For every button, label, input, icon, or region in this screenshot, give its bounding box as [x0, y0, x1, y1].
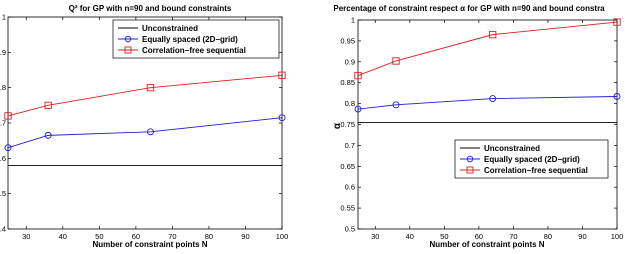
legend — [455, 140, 608, 178]
legend-label: Unconstrained — [142, 24, 199, 33]
chart-title: Percentage of constraint respect α for GP with n=90 and bound constra — [333, 4, 605, 13]
x-tick-label: 60 — [474, 232, 484, 241]
y-tick-label: 0.85 — [340, 78, 355, 88]
y-tick-label: .6 — [0, 153, 6, 163]
y-tick-label: .9 — [0, 47, 6, 57]
x-tick-label: 100 — [610, 232, 624, 241]
x-tick-label: 90 — [578, 232, 587, 241]
y-tick-label: .5 — [0, 189, 6, 199]
x-tick-label: 50 — [440, 232, 449, 241]
x-tick-label: 40 — [58, 232, 67, 241]
legend-label: Unconstrained — [484, 144, 541, 153]
x-tick-label: 50 — [95, 232, 104, 241]
y-tick-label: 0.9 — [344, 57, 355, 67]
x-tick-label: 70 — [168, 232, 177, 241]
x-tick-label: 30 — [371, 232, 380, 241]
x-tick-label: 100 — [275, 232, 289, 241]
x-axis-label: Number of constraint points N — [92, 240, 208, 249]
y-axis-label: α — [332, 122, 343, 130]
y-tick-label: 0.55 — [340, 203, 355, 213]
legend-label: Correlation−free sequential — [142, 46, 246, 55]
x-tick-label: 40 — [405, 232, 414, 241]
x-tick-label: 90 — [241, 232, 250, 241]
y-tick-label: 0.5 — [344, 224, 355, 234]
x-tick-label: 80 — [543, 232, 553, 241]
y-tick-label: 0.95 — [340, 36, 355, 46]
x-tick-label: 30 — [22, 232, 31, 241]
x-axis-label: Number of constraint points N — [429, 240, 545, 249]
plot-frame — [358, 20, 617, 229]
legend-label: Equally spaced (2D−grid) — [142, 35, 238, 44]
y-tick-label: 1 — [1, 12, 6, 22]
y-tick-label: 1 — [350, 15, 355, 25]
chart-2 — [332, 4, 623, 249]
chart-title: Q² for GP with n=90 and bound constraints — [68, 4, 232, 13]
x-tick-label: 60 — [131, 232, 141, 241]
x-tick-label: 80 — [204, 232, 214, 241]
y-tick-label: 0.8 — [344, 99, 355, 109]
legend-label: Equally spaced (2D−grid) — [484, 155, 580, 164]
y-tick-label: 0.65 — [340, 161, 355, 171]
y-tick-label: 0.7 — [344, 140, 355, 150]
y-tick-label: .8 — [0, 83, 6, 93]
y-tick-label: .4 — [0, 224, 6, 234]
chart-1 — [0, 4, 288, 249]
legend — [113, 20, 279, 58]
legend-label: Correlation−free sequential — [484, 166, 588, 175]
y-tick-label: 0.6 — [344, 182, 355, 192]
y-tick-label: .7 — [0, 118, 6, 128]
x-tick-label: 70 — [509, 232, 518, 241]
y-tick-label: 0.75 — [340, 120, 355, 129]
